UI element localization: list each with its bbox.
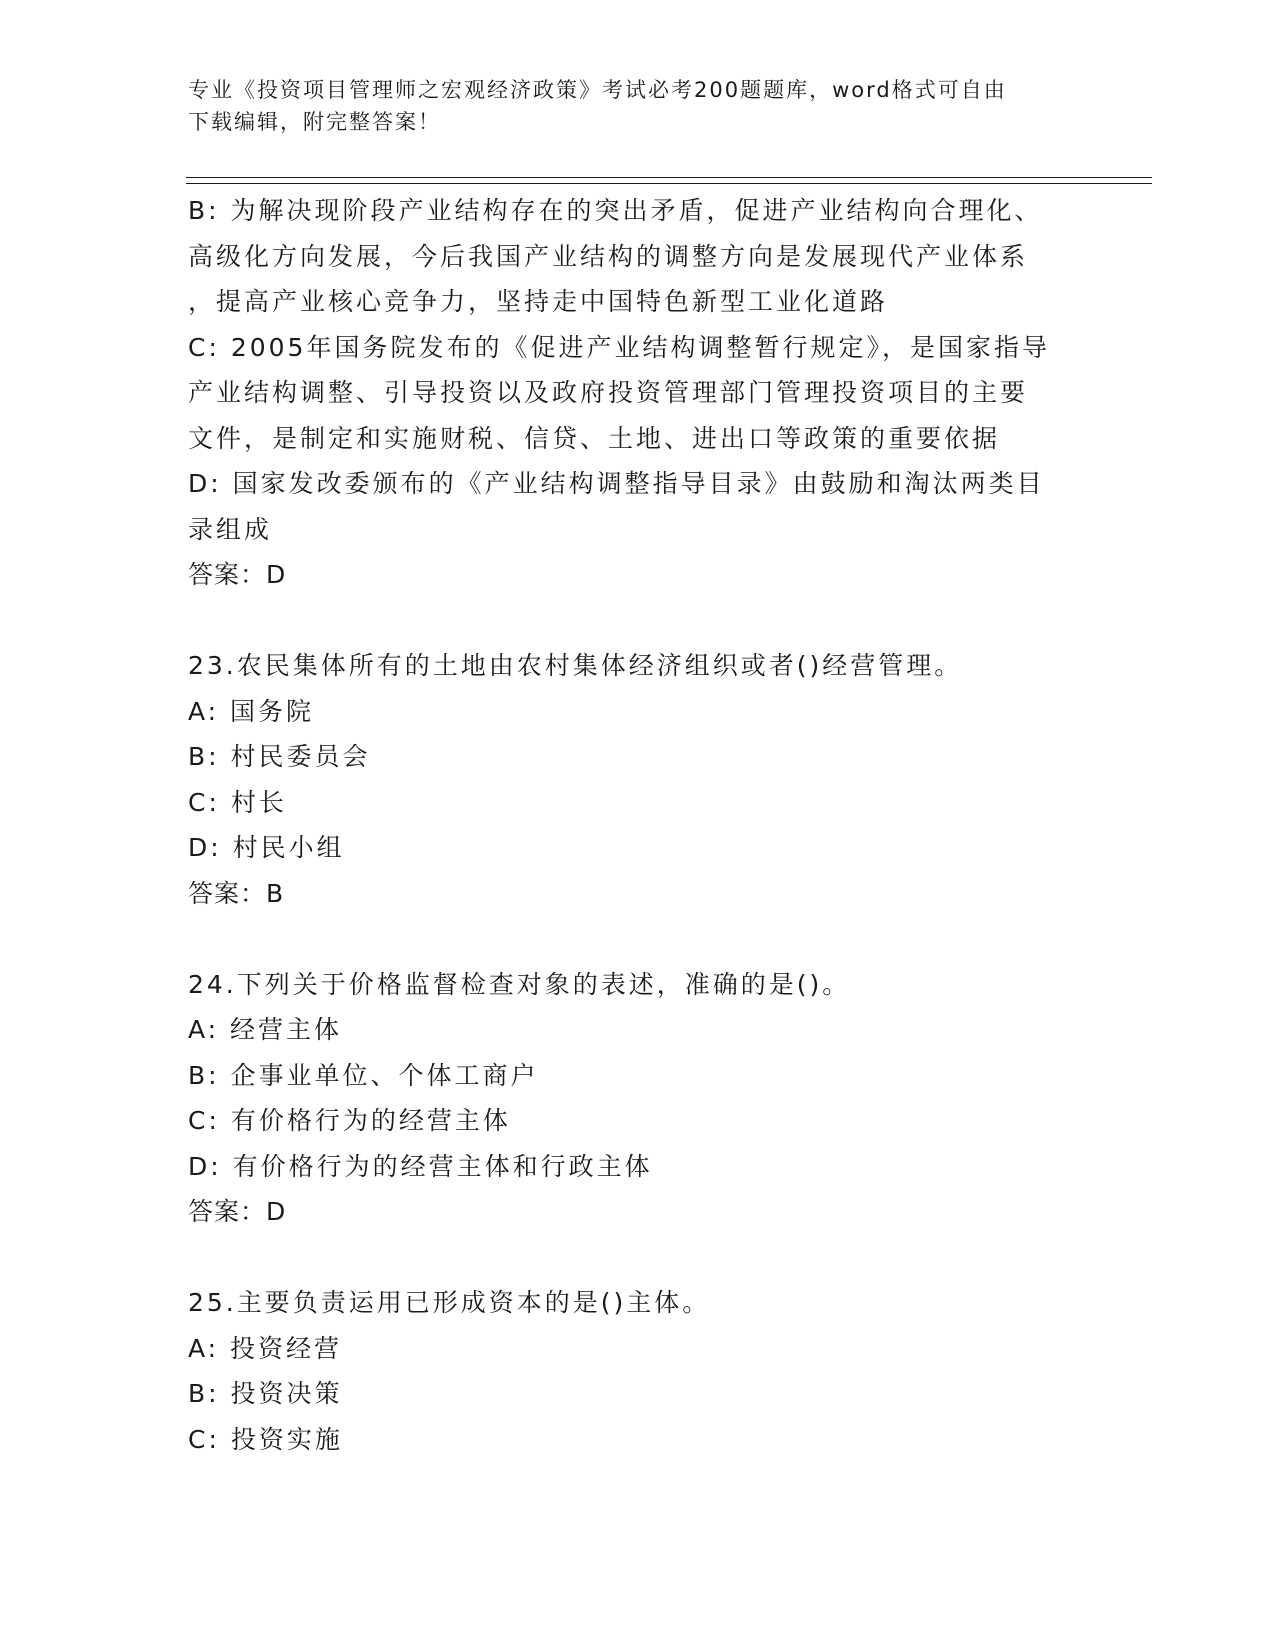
header-double-rule (186, 177, 1152, 184)
option-c: C: 投资实施 (188, 1424, 343, 1454)
header-line-1: 专业《投资项目管理师之宏观经济政策》考试必考200题题库，word格式可自由 (188, 78, 1007, 102)
option-a: A: 国务院 (188, 696, 315, 726)
option-c-line-1: C: 2005年国务院发布的《促进产业结构调整暂行规定》，是国家指导 (188, 332, 1050, 362)
option-d: D: 村民小组 (188, 833, 345, 862)
option-c: C: 有价格行为的经营主体 (188, 1106, 511, 1135)
option-b: B: 村民委员会 (188, 742, 371, 771)
question-24-block (188, 962, 1088, 1235)
spacer (188, 1235, 1088, 1281)
option-b-line-2: 高级化方向发展，今后我国产业结构的调整方向是发展现代产业体系 (188, 241, 1029, 271)
question-text: 24.下列关于价格监督检查对象的表述，准确的是()。 (188, 969, 851, 999)
option-d-line-1: D: 国家发改委颁布的《产业结构调整指导目录》由鼓励和淘汰两类目 (188, 469, 1045, 498)
option-c-line-2: 产业结构调整、引导投资以及政府投资管理部门管理投资项目的主要 (188, 378, 1029, 407)
spacer (188, 598, 1088, 644)
option-d: D: 有价格行为的经营主体和行政主体 (188, 1151, 653, 1181)
document-header (188, 74, 1068, 138)
option-c-line-3: 文件，是制定和实施财税、信贷、土地、进出口等政策的重要依据 (188, 423, 1001, 453)
question-text: 23.农民集体所有的土地由农村集体经济组织或者()经营管理。 (188, 651, 963, 680)
answer-line: 答案：B (188, 878, 285, 908)
question-list (188, 188, 1088, 1462)
option-b-line-1: B: 为解决现阶段产业结构存在的突出矛盾，促进产业结构向合理化、 (188, 196, 1043, 225)
option-b-line-3: ，提高产业核心竞争力，坚持走中国特色新型工业化道路 (188, 287, 889, 316)
question-text: 25.主要负责运用已形成资本的是()主体。 (188, 1288, 711, 1317)
question-22-block (188, 188, 1088, 598)
spacer (188, 916, 1088, 962)
question-23-block (188, 643, 1088, 916)
option-a: A: 投资经营 (188, 1333, 343, 1363)
question-25-block (188, 1280, 1088, 1462)
option-b: B: 投资决策 (188, 1379, 343, 1408)
header-line-2: 下载编辑，附完整答案！ (188, 110, 441, 134)
option-b: B: 企事业单位、个体工商户 (188, 1060, 539, 1090)
answer-line: 答案：D (188, 560, 287, 589)
answer-line: 答案：D (188, 1197, 287, 1226)
option-d-line-2: 录组成 (188, 514, 273, 544)
option-c: C: 村长 (188, 787, 287, 817)
option-a: A: 经营主体 (188, 1015, 343, 1044)
